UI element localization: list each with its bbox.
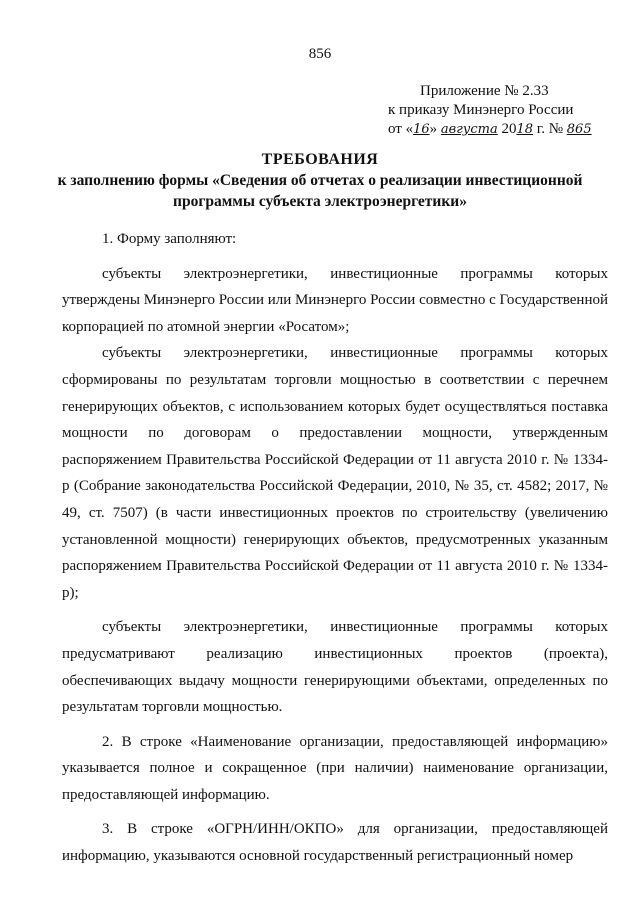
appendix-date-line: [388, 120, 628, 139]
handwritten-month: августа: [440, 122, 498, 137]
handwritten-year: 18: [516, 122, 533, 137]
year-end: г. №: [533, 121, 567, 137]
document-title: [0, 149, 640, 212]
appendix-title: Приложение № 2.33: [420, 83, 549, 99]
paragraph-4: субъекты электроэнергетики, инвестиционные программы которых предусматривают реализацию инвестиционных проектов (проекта), обеспечивающих выдачу мощности генерирующими объектами, определенных по результатам торговли мощностью.: [62, 619, 608, 716]
handwritten-day: 16: [413, 122, 430, 137]
paragraph-1: 1. Форму заполняют:: [102, 231, 237, 247]
title-subtitle-line-2: программы субъекта электроэнергетики»: [173, 193, 467, 210]
date-mid: »: [429, 121, 441, 137]
year-prefix: 20: [497, 121, 517, 137]
paragraph-6: 3. В строке «ОГРН/ИНН/ОКПО» для организации, предоставляющей информацию, указываются основной государственный регистрационный номер: [62, 821, 608, 865]
title-main: ТРЕБОВАНИЯ: [261, 151, 379, 168]
paragraph-3: субъекты электроэнергетики, инвестиционные программы которых сформированы по результатам торговли мощностью в соответствии с перечнем генерирующих объектов, с использованием которых будет осуществляться поставка мощности по договорам о предоставлении мощности, утвержденным распоряжением Правительства Российской Федерации от 11 августа 2010 г. № 1334-р (Собрание законодательства Российской Федерации, 2010, № 35, ст. 4582; 2017, № 49, ст. 7507) (в части инвестиционных проектов по строительству (увеличению установленной мощности) генерирующих объектов, предусмотренных указанным распоряжением Правительства Российской Федерации от 11 августа 2010 г. № 1334-р);: [62, 345, 608, 601]
date-prefix: от «: [388, 121, 414, 137]
paragraph-5: 2. В строке «Наименование организации, предоставляющей информацию» указывается полное и сокращенное (при наличии) наименование организации, предоставляющей информацию.: [62, 733, 608, 803]
handwritten-order-number: 865: [566, 122, 592, 137]
appendix-order-reference: к приказу Минэнерго России: [388, 102, 574, 118]
paragraph-2: субъекты электроэнергетики, инвестиционные программы которых утверждены Минэнерго России или Минэнерго России совместно с Государственной корпорацией по атомной энергии «Росатом»;: [62, 265, 608, 335]
appendix-block: [388, 82, 628, 139]
title-subtitle-line-1: к заполнению формы «Сведения об отчетах о реализации инвестиционной: [57, 172, 583, 189]
page-number: 856: [308, 46, 332, 62]
document-body: [62, 226, 608, 870]
